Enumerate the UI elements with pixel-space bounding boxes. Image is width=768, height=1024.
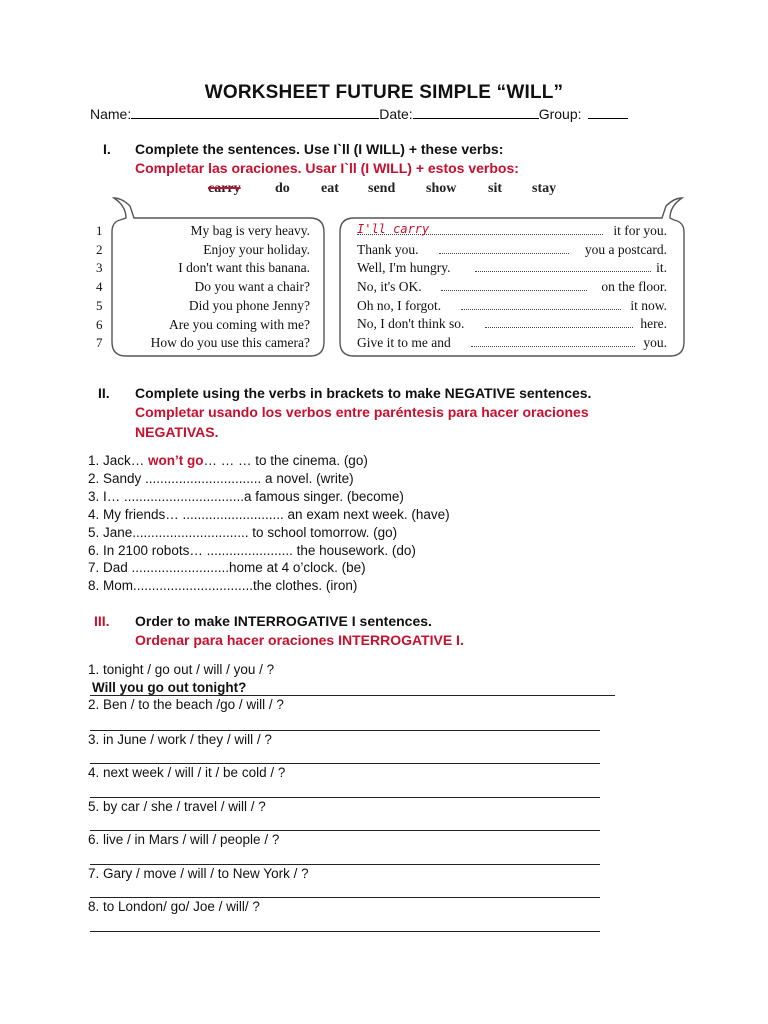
list-item: 6. In 2100 robots… ....................... the housework. (do) xyxy=(88,542,416,558)
section1-instruction-en: Complete the sentences. Use I`ll (I WILL) + these verbs: xyxy=(135,141,504,157)
right-line-end: here. xyxy=(640,316,667,332)
answer-blank[interactable] xyxy=(471,346,635,347)
answer-text: won’t go xyxy=(148,453,204,468)
answer-blank[interactable] xyxy=(461,309,621,310)
section2-number: II. xyxy=(98,385,110,401)
list-item: 8. Mom................................the clothes. (iron) xyxy=(88,578,358,594)
section2-instruction-en: Complete using the verbs in brackets to make NEGATIVE sentences. xyxy=(135,385,592,401)
num-4: 4 xyxy=(96,279,103,295)
num-6: 6 xyxy=(96,316,103,332)
date-blank[interactable] xyxy=(413,106,539,119)
right-line xyxy=(357,259,667,278)
verb-eat: eat xyxy=(321,181,339,196)
left-line: Are you coming with me? xyxy=(169,316,310,332)
num-3: 3 xyxy=(96,260,103,276)
left-line: Do you want a chair? xyxy=(194,279,310,295)
verb-do: do xyxy=(275,181,290,196)
section2-instruction-es-2: NEGATIVAS. xyxy=(135,424,219,440)
list-item: 6. live / in Mars / will / people / ? xyxy=(88,832,280,847)
list-item: 2. Sandy ............................... a novel. (write) xyxy=(88,470,354,486)
left-line: My bag is very heavy. xyxy=(190,223,310,238)
right-line xyxy=(357,278,667,297)
section1-number: I. xyxy=(103,141,111,157)
answer-blank[interactable] xyxy=(485,327,633,328)
answer-text: Will you go out tonight? xyxy=(92,680,247,695)
list-item: 4. My friends… ........................... an exam next week. (have) xyxy=(88,506,450,522)
verb-sit: sit xyxy=(488,181,502,196)
answer-handwritten: I'll carry xyxy=(357,222,430,236)
left-line: How do you use this camera? xyxy=(150,335,310,351)
list-item: 5. Jane............................... to school tomorrow. (go) xyxy=(88,524,398,540)
right-line-end: you. xyxy=(643,335,667,351)
right-line xyxy=(357,334,667,353)
answer-blank[interactable] xyxy=(357,234,603,235)
right-line-start: No, it's OK. xyxy=(357,279,422,295)
left-bubble-text xyxy=(120,222,310,353)
right-line xyxy=(357,315,667,334)
verb-stay: stay xyxy=(532,181,557,196)
answer-line[interactable] xyxy=(90,763,600,764)
section1-instruction-es: Completar las oraciones. Usar I`ll (I WILL) + estos verbos: xyxy=(135,160,519,176)
section3-number: III. xyxy=(94,613,110,629)
right-line-start: Give it to me and xyxy=(357,335,451,351)
answer-line[interactable] xyxy=(90,931,600,932)
right-line-end: it now. xyxy=(630,297,667,313)
list-item: 3. I… ................................a famous singer. (become) xyxy=(88,488,404,504)
right-line-start: Thank you. xyxy=(357,241,419,257)
group-blank[interactable] xyxy=(588,106,628,119)
right-line-end: it for you. xyxy=(613,223,667,238)
answer-line[interactable] xyxy=(90,897,600,898)
header-fields xyxy=(90,106,650,122)
right-line-end: it. xyxy=(656,260,667,276)
num-7: 7 xyxy=(96,335,103,351)
answer-line[interactable] xyxy=(90,830,600,831)
list-item: 1. Jack… won’t go… … … to the cinema. (go) xyxy=(88,453,368,468)
list-item: 7. Gary / move / will / to New York / ? xyxy=(88,866,309,881)
num-2: 2 xyxy=(96,241,103,257)
answer-line[interactable] xyxy=(90,695,615,696)
list-item: 4. next week / will / it / be cold / ? xyxy=(88,765,286,780)
num-5: 5 xyxy=(96,297,103,313)
left-line: Did you phone Jenny? xyxy=(188,297,310,313)
right-line xyxy=(357,297,667,316)
answer-line[interactable] xyxy=(90,730,600,731)
right-line-start: Well, I'm hungry. xyxy=(357,260,451,276)
negative-list xyxy=(88,452,450,595)
left-line: I don't want this banana. xyxy=(178,260,310,276)
section3-instruction-en: Order to make INTERROGATIVE I sentences. xyxy=(135,613,432,629)
list-item: 8. to London/ go/ Joe / will/ ? xyxy=(88,899,260,914)
list-item: 5. by car / she / travel / will / ? xyxy=(88,799,266,814)
right-bubble-text xyxy=(357,222,667,353)
list-item: 2. Ben / to the beach /go / will / ? xyxy=(88,697,284,712)
section3-instruction-es: Ordenar para hacer oraciones INTERROGATIVE I. xyxy=(135,632,464,648)
list-item: 1. tonight / go out / will / you / ? xyxy=(88,662,275,677)
interrogative-list xyxy=(88,662,618,942)
answer-line[interactable] xyxy=(90,864,600,865)
list-item: 7. Dad ..........................home at 4 o’clock. (be) xyxy=(88,560,366,576)
num-1: 1 xyxy=(96,223,103,238)
answer-blank[interactable] xyxy=(439,253,569,254)
answer-blank[interactable] xyxy=(475,271,651,272)
name-blank[interactable] xyxy=(131,106,379,119)
group-label: Group: xyxy=(538,106,582,122)
name-label: Name: xyxy=(90,106,132,122)
right-line-end: you a postcard. xyxy=(584,241,667,257)
answer-line[interactable] xyxy=(90,797,600,798)
verb-carry: carry xyxy=(208,181,241,196)
right-line-end: on the floor. xyxy=(601,279,667,295)
list-item: 3. in June / work / they / will / ? xyxy=(88,732,272,747)
left-line: Enjoy your holiday. xyxy=(203,241,310,257)
worksheet-title: WORKSHEET FUTURE SIMPLE “WILL” xyxy=(204,82,564,103)
answer-blank[interactable] xyxy=(441,290,587,291)
date-label: Date: xyxy=(379,106,413,122)
right-line xyxy=(357,222,667,241)
section2-instruction-es-1: Completar usando los verbos entre paréntesis para hacer oraciones xyxy=(135,404,589,420)
verb-send: send xyxy=(368,181,396,196)
right-line-start: Oh no, I forgot. xyxy=(357,297,442,313)
verb-show: show xyxy=(426,181,457,196)
right-line xyxy=(357,241,667,260)
right-line-start: No, I don't think so. xyxy=(357,316,465,332)
bubble-numbers xyxy=(96,222,103,353)
